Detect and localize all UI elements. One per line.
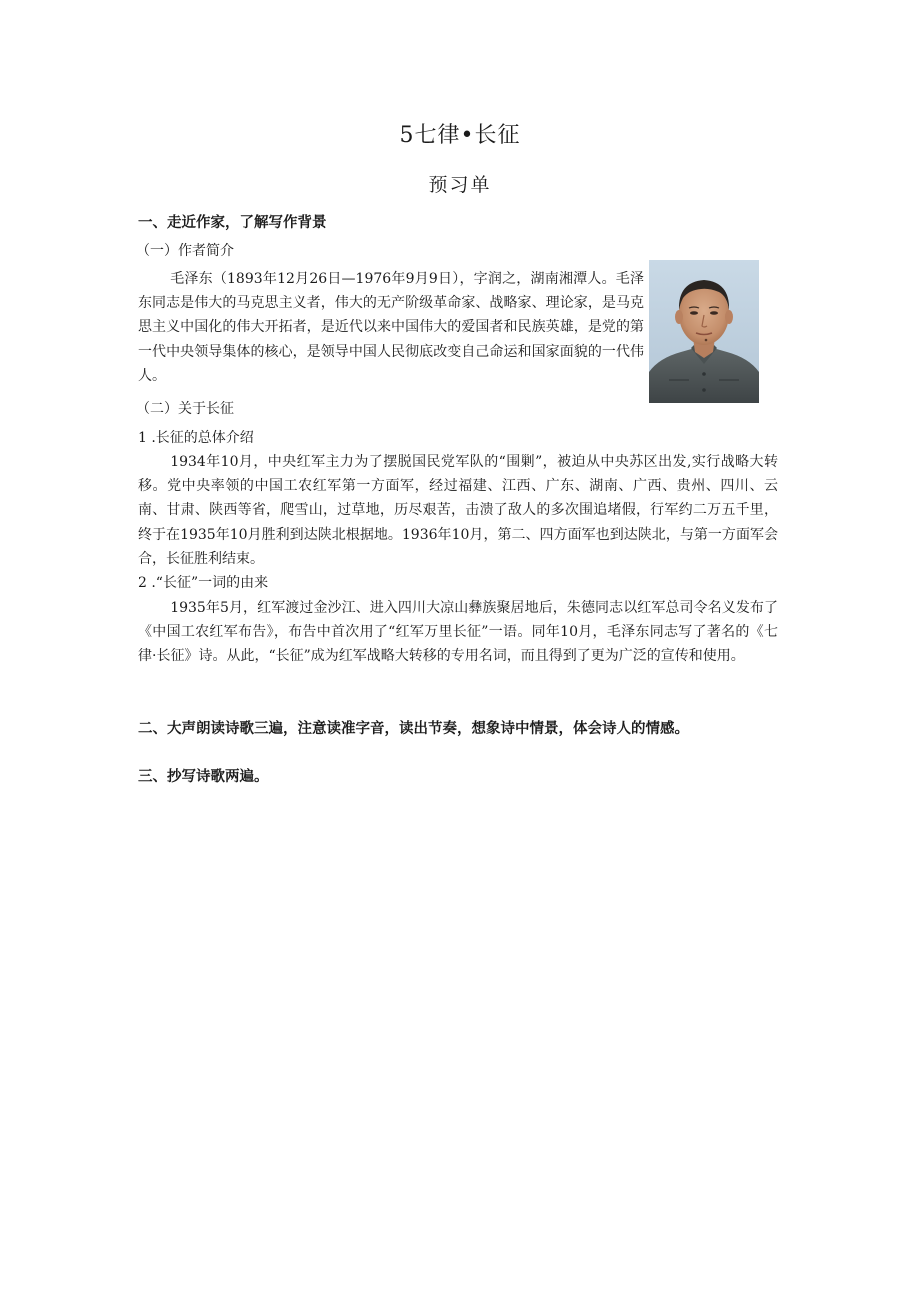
subsection-heading-author: （一）作者简介 <box>136 243 234 259</box>
overview-paragraph <box>138 450 778 571</box>
section-heading-3: 三、抄写诗歌两遍。 <box>138 769 269 785</box>
author-bio-paragraph <box>138 267 644 388</box>
section-heading-1: 一、走近作家，了解写作背景 <box>138 215 327 231</box>
page-subtitle: 预习单 <box>428 174 492 196</box>
item-heading-overview: 1 .长征的总体介绍 <box>138 430 254 446</box>
section-heading-2: 二、大声朗读诗歌三遍，注意读准字音，读出节奏，想象诗中情景，体会诗人的情感。 <box>138 721 689 737</box>
page-title: 5七律•长征 <box>399 123 521 148</box>
overview-text: 1934年10月，中央红军主力为了摆脱国民党军队的“围剿”，被迫从中央苏区出发,实行战略大转移。党中央率领的中国工农红军第一方面军，经过福建、江西、广东、湖南、广西、贵州、四川、云南、甘肃、陕西等省，爬雪山，过草地，历尽艰苦，击溃了敌人的多次围追堵假，行军约二万五千里，终于在1935年10月胜利到达陕北根据地。1936年10月，第二、四方面军也到达陕北，与第一方面军会合，长征胜利结束。 <box>138 454 778 567</box>
subsection-heading-long-march: （二）关于长征 <box>136 401 234 417</box>
origin-paragraph <box>138 596 778 669</box>
origin-text: 1935年5月，红军渡过金沙江、进入四川大凉山彝族聚居地后，朱德同志以红军总司令名义发布了《中国工农红军布告》，布告中首次用了“红军万里长征”一语。同年10月，毛泽东同志写了著名的《七律·长征》诗。从此，“长征”成为红军战略大转移的专用名词，而且得到了更为广泛的宣传和使用。 <box>138 600 778 665</box>
portrait-photo <box>649 260 759 403</box>
item-heading-origin: 2 .“长征”一词的由来 <box>138 575 269 591</box>
author-bio-text: 毛泽东（1893年12月26日—1976年9月9日），字润之，湖南湘潭人。毛泽东同志是伟大的马克思主义者，伟大的无产阶级革命家、战略家、理论家，是马克思主义中国化的伟大开拓者，是近代以来中国伟大的爱国者和民族英雄，是党的第一代中央领导集体的核心，是领导中国人民彻底改变自己命运和国家面貌的一代伟人。 <box>138 271 644 384</box>
